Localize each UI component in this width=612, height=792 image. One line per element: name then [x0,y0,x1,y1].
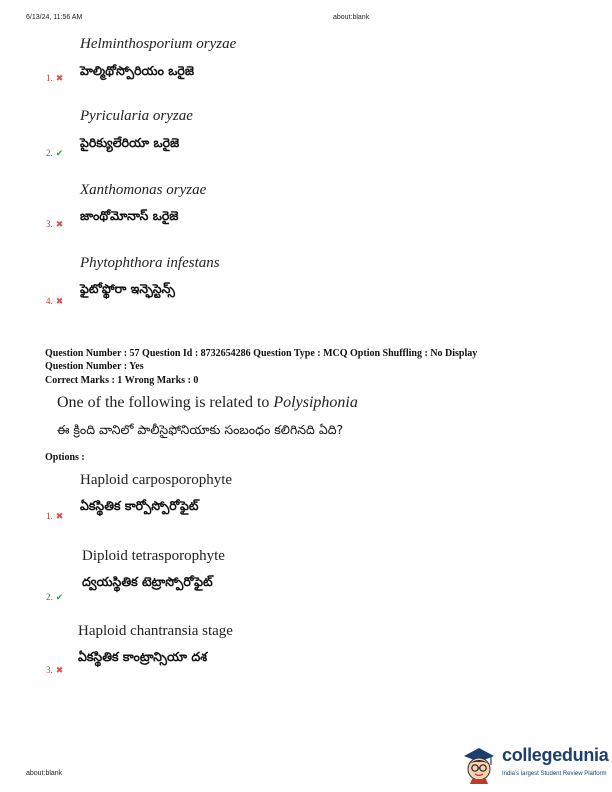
wrong-cross-icon: ✖ [55,512,64,522]
prev-option-4-english: Phytophthora infestans [80,255,220,271]
prev-option-2-number [46,148,63,159]
option-3-number [46,665,63,676]
prev-option-1-telugu: హెల్మిథోస్పోరియం ఒరైజె [80,63,194,78]
wrong-cross-icon: ✖ [55,220,64,230]
option-number: 4. [46,296,53,306]
question-text-english [57,394,358,412]
option-3-english: Haploid chantransia stage [78,623,233,639]
prev-option-1-number [46,73,63,84]
option-1-telugu: ఏకస్థితిక కార్పోస్పోరోఫైట్ [80,498,199,513]
option-2-english: Diploid tetrasporophyte [82,548,225,564]
prev-option-4-telugu: ఫైటోఫ్థోరా ఇన్ఫెస్టెన్స్ [80,281,175,296]
option-number: 1. [46,511,53,521]
question-text-prefix: One of the following is related to [57,394,274,411]
footer-url: about:blank [26,770,63,777]
print-datetime: 6/13/24, 11:56 AM [26,14,83,21]
question-meta-line-2: Question Number : Yes [45,361,144,372]
question-text-italic-term: Polysiphonia [273,394,358,411]
option-2-number [46,592,63,603]
question-meta-line-3: Correct Marks : 1 Wrong Marks : 0 [45,375,199,386]
prev-option-2-english: Pyricularia oryzae [80,108,193,124]
print-url: about:blank [333,14,370,21]
collegedunia-logo [458,742,608,788]
prev-option-2-telugu: పైరిక్యులేరియా ఒరైజె [80,135,180,150]
prev-option-1-english: Helminthosporium oryzae [80,36,237,52]
prev-option-3-telugu: జాంథోమోనాస్ ఒరైజె [80,208,179,223]
correct-check-icon: ✔ [55,149,64,159]
mascot-face-icon [460,744,498,784]
logo-tagline: India's largest Student Review Platform [502,771,607,777]
option-2-telugu: ద్వయస్థితిక టెట్రాస్పోరోఫైట్ [82,574,213,589]
wrong-cross-icon: ✖ [55,666,64,676]
prev-option-4-number [46,296,63,307]
correct-check-icon: ✔ [55,593,64,603]
wrong-cross-icon: ✖ [55,297,64,307]
logo-name: collegedunia [502,745,609,765]
options-label: Options : [45,452,85,463]
option-number: 1. [46,73,53,83]
option-3-telugu: ఏకస్థితిక కాంట్రాన్సియా దశ [78,649,208,664]
option-number: 2. [46,592,53,602]
option-number: 3. [46,219,53,229]
option-1-english: Haploid carposporophyte [80,472,233,488]
question-text-telugu: ఈ క్రింది వానిలో పాలీసైఫోనియాకు సంబంధం కలిగినది ఏది? [57,422,344,437]
prev-option-3-number [46,219,63,230]
wrong-cross-icon: ✖ [55,74,64,84]
option-number: 3. [46,665,53,675]
option-number: 2. [46,148,53,158]
option-1-number [46,511,63,522]
question-meta-line-1: Question Number : 57 Question Id : 8732654286 Question Type : MCQ Option Shuffling : No Display [45,348,478,359]
prev-option-3-english: Xanthomonas oryzae [80,182,207,198]
